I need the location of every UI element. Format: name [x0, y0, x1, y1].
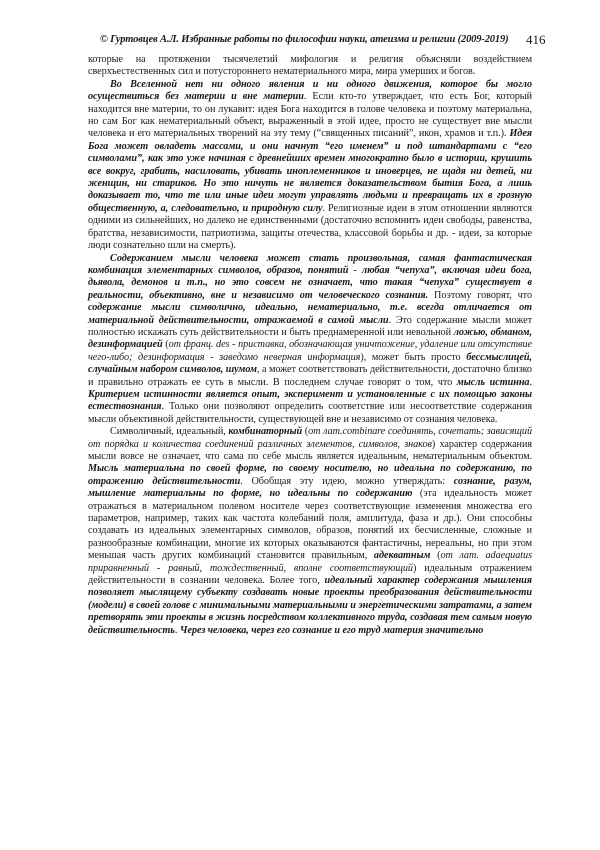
text-run: сознание, разум, мышление материальны по форме, но идеальны по содержанию	[88, 475, 532, 500]
text-run: содержание мысли символично, идеально, нематериально, т.е. всегда отличается от материальной действительности, отражаемой в самой мысли	[88, 302, 532, 326]
page-number: 416	[526, 32, 546, 47]
text-run: Критерием истинности является опыт, эксперимент и установленные с их помощью законы естествознания	[88, 388, 532, 413]
text-run: . Это содержание мысли может полностью искажать суть действительности и быть преднамеренной или невольной	[88, 314, 532, 338]
text-run: которые на протяжении тысячелетий мифология и религия объясняли воздействием сверхъестественных сил и потустороннего нематериального мира, мира умерших и богов.	[88, 54, 532, 78]
text-run: ), может быть просто	[360, 351, 467, 363]
paragraph-0	[88, 54, 532, 79]
text-run: комбинаторный	[228, 426, 303, 438]
running-title: © Гуртовцев А.Л. Избранные работы по философии науки, атеизма и религии (2009-2019)	[100, 34, 509, 45]
text-run: ) идеальным отражением действительности в сознании человека. Более того,	[88, 562, 532, 587]
text-run: от лат. adaequatus приравненный - равный, тождественный, вполне соответствующий	[88, 550, 532, 574]
text-run: (эта идеальность может отражаться в материальном полевом носителе через соответствующие изменения множества его параметров, например, таких как частота колебаний поля, амплитуда, фаза и др.). Они способны создавать из идеальных элементарных символов, образов, понятий их бесчисленные, сложные и разнообразные комбинации, многие их которых оказываются фантастичны, нереальны, но при этом меньшая часть других комбинаций становится правильным,	[88, 488, 532, 562]
text-run: ложью, обманом, дезинформацией	[88, 326, 532, 351]
paragraph-2	[88, 253, 532, 427]
text-run: Через человека, через его сознание и его труд материя значительно	[179, 624, 484, 636]
body-text	[88, 54, 532, 637]
paragraph-1	[88, 79, 532, 253]
text-run: , а может соответствовать действительности, достаточно близко и правильно отражать ее суть в мысли. В последнем случае говорят о том, что	[88, 364, 532, 388]
paragraph-3	[88, 426, 532, 637]
text-run: .	[529, 376, 532, 388]
text-run: . Только они позволяют определить соответствие или несоответствие содержания мысли объективной действительности, существующей вне и независимо от сознания человека.	[88, 401, 532, 425]
text-run: ) характер содержания мысли вовсе не означает, что сама по себе мысль является идеальным, нематериальным объектом.	[88, 438, 532, 462]
text-run: . Обобщая эту идею, можно утверждать:	[240, 475, 454, 487]
text-run: бессмыслицей, случайным набором символов, шумом	[88, 351, 532, 376]
text-run: мысль истинна	[456, 376, 530, 388]
text-run: адекватным	[373, 550, 431, 562]
text-run: Идея Бога может овладеть массами, и они начнут “его именем” и под штандартами с “его символами”, как это уже начиная с древнейших времен многократно было в истории, крушить все вокруг, грабить, насиловать, убивать иноплеменников и иноверцев, не щадя ни детей, ни женщин, ни стариков. Но это ничуть не является доказательством бытия Бога, а лишь доказывает то, что те или иные идеи могут управлять людьми и превращать их в грозную общественную, а, следовательно, и природную силу	[88, 128, 532, 214]
text-run: Поэтому говорят, что	[428, 289, 532, 301]
text-run: от лат.combinare соединять, сочетать; зависящий от порядка и количества соединений различных элементов, символов, знаков	[88, 426, 532, 450]
page-header	[0, 34, 600, 50]
text-run: . Религиозные идеи в этом отношении являются одними из сильнейших, но далеко не единственными (достаточно вспомнить идеи свободы, равенства, братства, независимости, патриотизма, защиты отечества, классовой борьбы и др. - идеи, за которые люди сознательно шли на смерть).	[88, 202, 532, 252]
text-run: идеальный характер содержания мышления позволяет мыслящему субъекту создавать новые проекты преобразования действительности (модели) в своей голове с минимальными материальными и энергетическими затратами, а затем претворять эти проекты в жизнь посредством коллективного труда, создавая тем самым новую действительность	[88, 575, 532, 636]
text-run: . Если кто-то утверждает, что есть Бог, который находится вне материи, то он лукавит: идея Бога находится в голове человека и поэтому материальна, но сам Бог как нематериальный объект, выраженный в этой идее, просто не существует вне мысли человека и его материальных творений на эту тему (“священных писаний”, икон, храмов и т.п.).	[88, 91, 532, 140]
text-run: Содержанием мысли человека может стать произвольная, самая фантастическая комбинация элементарных символов, образов, понятий - любая “чепуха”, включая идеи бога, дьявола, демонов и т.п., но это совсем не означает, что такая “чепуха” существует в реальности, объективно, вне и независимо от человеческого сознания.	[88, 252, 532, 301]
text-run: .	[174, 624, 180, 636]
text-run: (	[302, 426, 309, 438]
text-run: Символичный, идеальный,	[110, 426, 229, 438]
text-run: от франц. des - приставка, обозначающая уничтожение, удаление или отсутствие чего-либо; дезинформация - заведомо неверная информация	[88, 339, 532, 363]
text-run: Во Вселенной нет ни одного явления и ни одного движения, которое бы могло осуществиться без материи и вне материи	[88, 78, 532, 103]
text-run: (	[430, 550, 441, 562]
text-run: Мысль материальна по своей форме, по своему носителю, но идеальна по содержанию, по отражению действительности	[88, 463, 532, 487]
text-run: (	[162, 339, 169, 351]
